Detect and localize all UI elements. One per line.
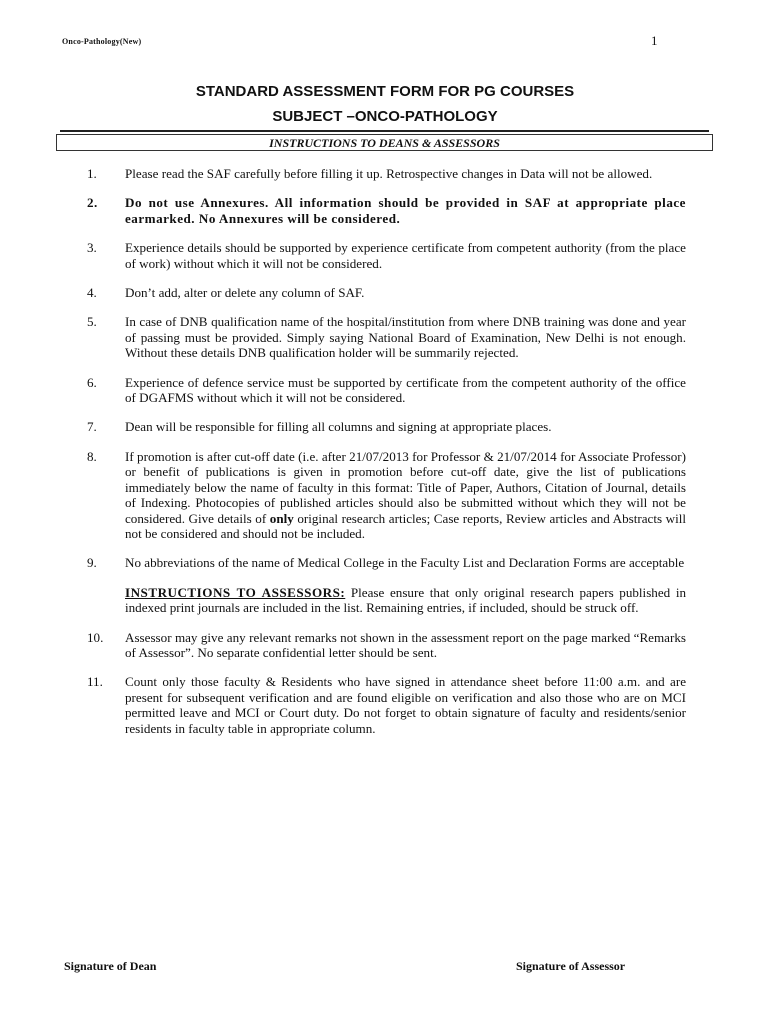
assessor-instructions-text: Please ensure that only original research papers published in indexed print journals are included in the list. Remaining entries, if included, should be struck off.	[125, 584, 687, 616]
emphasis-only: only	[269, 510, 294, 526]
instruction-item	[0, 314, 770, 360]
item-number: 8.	[87, 448, 97, 464]
item-text: Assessor may give any relevant remarks not shown in the assessment report on the page marked “Remarks of Assessor”. No separate confidential letter should be sent.	[125, 629, 686, 660]
item-number: 9.	[87, 555, 97, 571]
item-text: Please read the SAF carefully before filling it up. Retrospective changes in Data will not be allowed.	[125, 166, 653, 181]
item-number: 4.	[87, 285, 97, 301]
item-text	[125, 449, 686, 541]
form-title: STANDARD ASSESSMENT FORM FOR PG COURSES	[195, 83, 575, 100]
running-header: Onco-Pathology(New)	[62, 37, 142, 46]
item-number: 10.	[87, 629, 104, 645]
instruction-item	[0, 674, 770, 736]
item-text: No abbreviations of the name of Medical College in the Faculty List and Declaration Forms are acceptable	[125, 555, 685, 571]
instructions-heading: INSTRUCTIONS TO DEANS & ASSESSORS	[56, 134, 713, 151]
assessor-instructions	[0, 585, 770, 616]
item-text: Count only those faculty & Residents who have signed in attendance sheet before 11:00 a.m. and are present for subsequent verification and are found eligible on verification and also those who are on MCI permitted leave and MCI or Court duty. Do not forget to obtain signature of faculty and residents/senior residents in faculty table in appropriate column.	[125, 674, 686, 736]
item-number: 7.	[87, 419, 97, 435]
item-number: 1.	[87, 166, 97, 181]
instruction-item	[0, 555, 770, 570]
item-number: 11.	[87, 674, 103, 690]
instruction-item	[0, 375, 770, 406]
item-text: Dean will be responsible for filling all columns and signing at appropriate places.	[125, 419, 552, 435]
item-text: Experience of defence service must be supported by certificate from the competent authority of the office of DGAFMS without which it will not be considered.	[125, 374, 686, 406]
item-text-part: original research articles; Case reports, Review articles and Abstracts will not be considered and should not be included.	[125, 510, 687, 541]
signature-assessor: Signature of Assessor	[516, 959, 626, 973]
page-number: 1	[651, 33, 658, 48]
form-subject: SUBJECT –ONCO-PATHOLOGY	[272, 108, 498, 125]
item-text: Don’t add, alter or delete any column of SAF.	[125, 285, 365, 301]
item-number: 6.	[87, 374, 97, 390]
instruction-item	[0, 285, 770, 300]
instruction-item	[0, 630, 770, 661]
instruction-item	[0, 166, 770, 181]
signature-dean: Signature of Dean	[64, 959, 157, 973]
item-text-part: If promotion is after cut-off date (i.e. after 21/07/2013 for Professor & 21/07/2014 for Associate Professor) or benefit of publications is given in promotion before cut-off date, give the list of publications immediately below the name of faculty in this format: Title of Paper, Authors, Citation of Journal, details of Indexing. Photocopies of published articles should also be submitted without which they will not be considered. Give details of	[125, 448, 686, 526]
item-text: Experience details should be supported by experience certificate from competent authority (from the place of work) without which it will not be considered.	[125, 240, 686, 271]
item-number: 5.	[87, 314, 97, 330]
instruction-item	[0, 419, 770, 434]
item-text: In case of DNB qualification name of the hospital/institution from where DNB training was done and year of passing must be provided. Simply saying National Board of Examination, New Delhi is not enough. Without these details DNB qualification holder will be summarily rejected.	[125, 314, 686, 361]
instructions-list	[0, 166, 770, 736]
item-number: 3.	[87, 240, 97, 256]
instruction-item	[0, 195, 770, 226]
assessor-instructions-lead: INSTRUCTIONS TO ASSESSORS:	[125, 584, 346, 600]
title-rule	[60, 130, 709, 132]
instruction-item	[0, 449, 770, 541]
item-text: Do not use Annexures. All information should be provided in SAF at appropriate place earmarked. No Annexures will be considered.	[125, 195, 686, 226]
instruction-item	[0, 240, 770, 271]
item-number: 2.	[87, 195, 98, 211]
